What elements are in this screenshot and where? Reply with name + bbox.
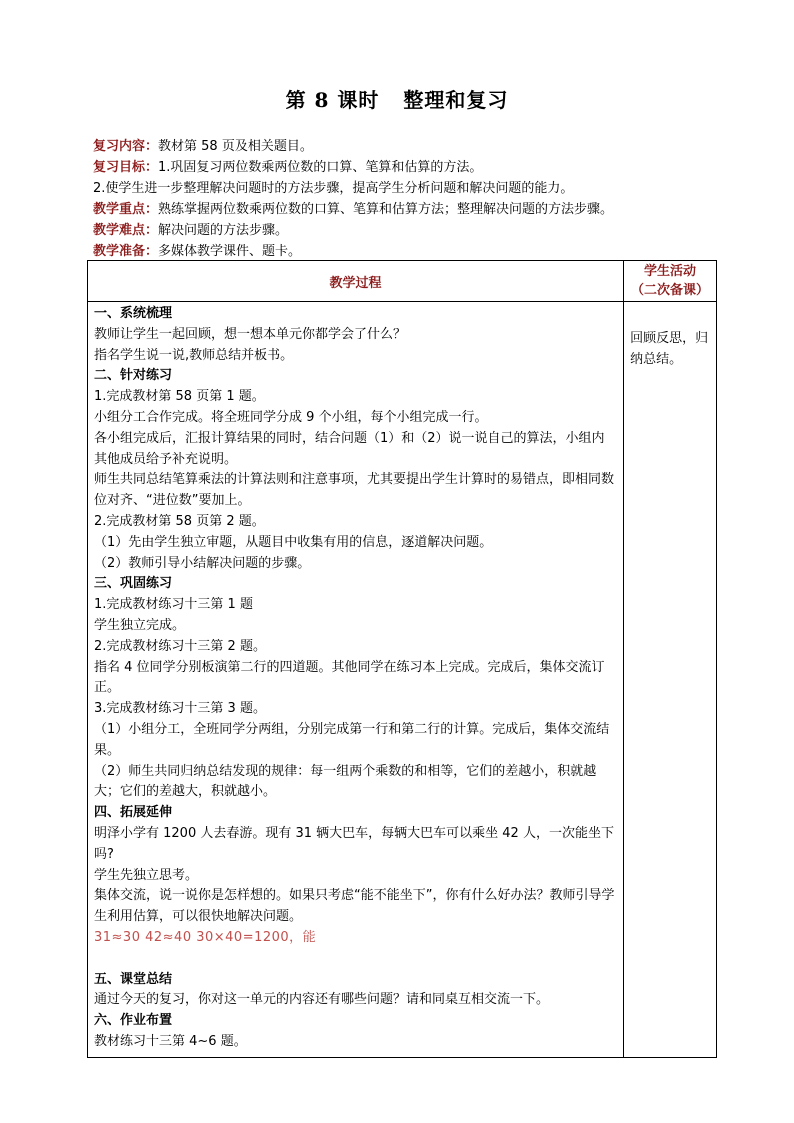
process-paragraph [94,949,617,970]
process-paragraph: 学生独立完成。 [94,617,186,633]
section-heading: 三、巩固练习 [94,576,173,592]
lesson-number: 第 8 课时 [285,88,380,112]
process-paragraph: 3.完成教材练习十三第 3 题。 [94,701,266,717]
activity-cell: 回顾反思，归纳总结。 [624,302,717,1058]
lesson-meta [93,136,733,262]
process-paragraph: 2.完成教材第 58 页第 2 题。 [94,513,265,529]
header-process: 教学过程 [88,261,624,302]
section-heading: 一、系统梳理 [94,306,173,321]
process-paragraph: （2）教师引导小结解决问题的步骤。 [94,555,311,571]
lesson-topic: 整理和复习 [403,88,509,112]
process-paragraph: 1.完成教材练习十三第 1 题 [94,597,253,613]
meta-review-goal-2: 2.使学生进一步整理解决问题时的方法步骤，提高学生分析问题和解决问题的能力。 [93,181,574,196]
process-paragraph: 学生先独立思考。 [94,867,199,883]
section-heading: 六、作业布置 [94,1013,173,1029]
process-cell [88,302,624,1058]
meta-difficulty: 教学难点：解决问题的方法步骤。 [93,223,289,238]
section-heading: 二、针对练习 [94,368,173,384]
process-paragraph: 师生共同总结笔算乘法的计算法则和注意事项，尤其要提出学生计算时的易错点，即相同数位对齐、“进位数”要加上。 [94,472,615,509]
process-paragraph: 教师让学生一起回顾，想一想本单元你都学会了什么？ [94,326,407,342]
process-paragraph: 2.完成教材练习十三第 2 题。 [94,638,266,654]
page-title [0,84,794,113]
process-paragraph: 指名 4 位同学分别板演第二行的四道题。其他同学在练习本上完成。完成后，集体交流订正。 [94,659,605,696]
process-paragraph: 1.完成教材第 58 页第 1 题。 [94,389,265,405]
header-activity: 学生活动 （二次备课） [624,261,717,302]
meta-key-point: 教学重点：熟练掌握两位数乘两位数的口算、笔算和估算方法；整理解决问题的方法步骤。 [93,202,614,217]
section-heading: 五、课堂总结 [94,971,173,987]
process-paragraph: 指名学生说一说,教师总结并板书。 [94,347,294,363]
process-paragraph: （2）师生共同归纳总结发现的规律：每一组两个乘数的和相等，它们的差越小，积就越大；它们的差越大，积就越小。 [94,763,597,800]
process-paragraph: （1）小组分工，全班同学分两组，分别完成第一行和第二行的计算。完成后，集体交流结果。 [94,721,610,758]
meta-preparation: 教学准备：多媒体教学课件、题卡。 [93,244,302,259]
meta-review-content: 复习内容：教材第 58 页及相关题目。 [93,139,313,154]
section-heading: 四、拓展延伸 [94,805,173,821]
process-paragraph: （1）先由学生独立审题，从题目中收集有用的信息，逐道解决问题。 [94,534,493,550]
process-paragraph: 集体交流，说一说你是怎样想的。如果只考虑“能不能坐下”，你有什么好办法？教师引导学生利用估算，可以很快地解决问题。 [94,888,615,925]
meta-review-goal-1: 复习目标：1.巩固复习两位数乘两位数的口算、笔算和估算的方法。 [93,160,483,175]
process-paragraph: 小组分工合作完成。将全班同学分成 9 个小组，每个小组完成一行。 [94,409,488,425]
process-paragraph: 31≈30 42≈40 30×40=1200，能 [94,929,317,945]
process-paragraph: 各小组完成后，汇报计算结果的同时，结合问题（1）和（2）说一说自己的算法，小组内其他成员给予补充说明。 [94,430,605,467]
process-paragraph: 通过今天的复习，你对这一单元的内容还有哪些问题？请和同桌互相交流一下。 [94,992,550,1008]
process-paragraph: 明泽小学有 1200 人去春游。现有 31 辆大巴车，每辆大巴车可以乘坐 42 人，一次能坐下吗? [94,825,614,862]
process-paragraph: 教材练习十三第 4~6 题。 [94,1033,247,1049]
lesson-table [87,260,717,1058]
